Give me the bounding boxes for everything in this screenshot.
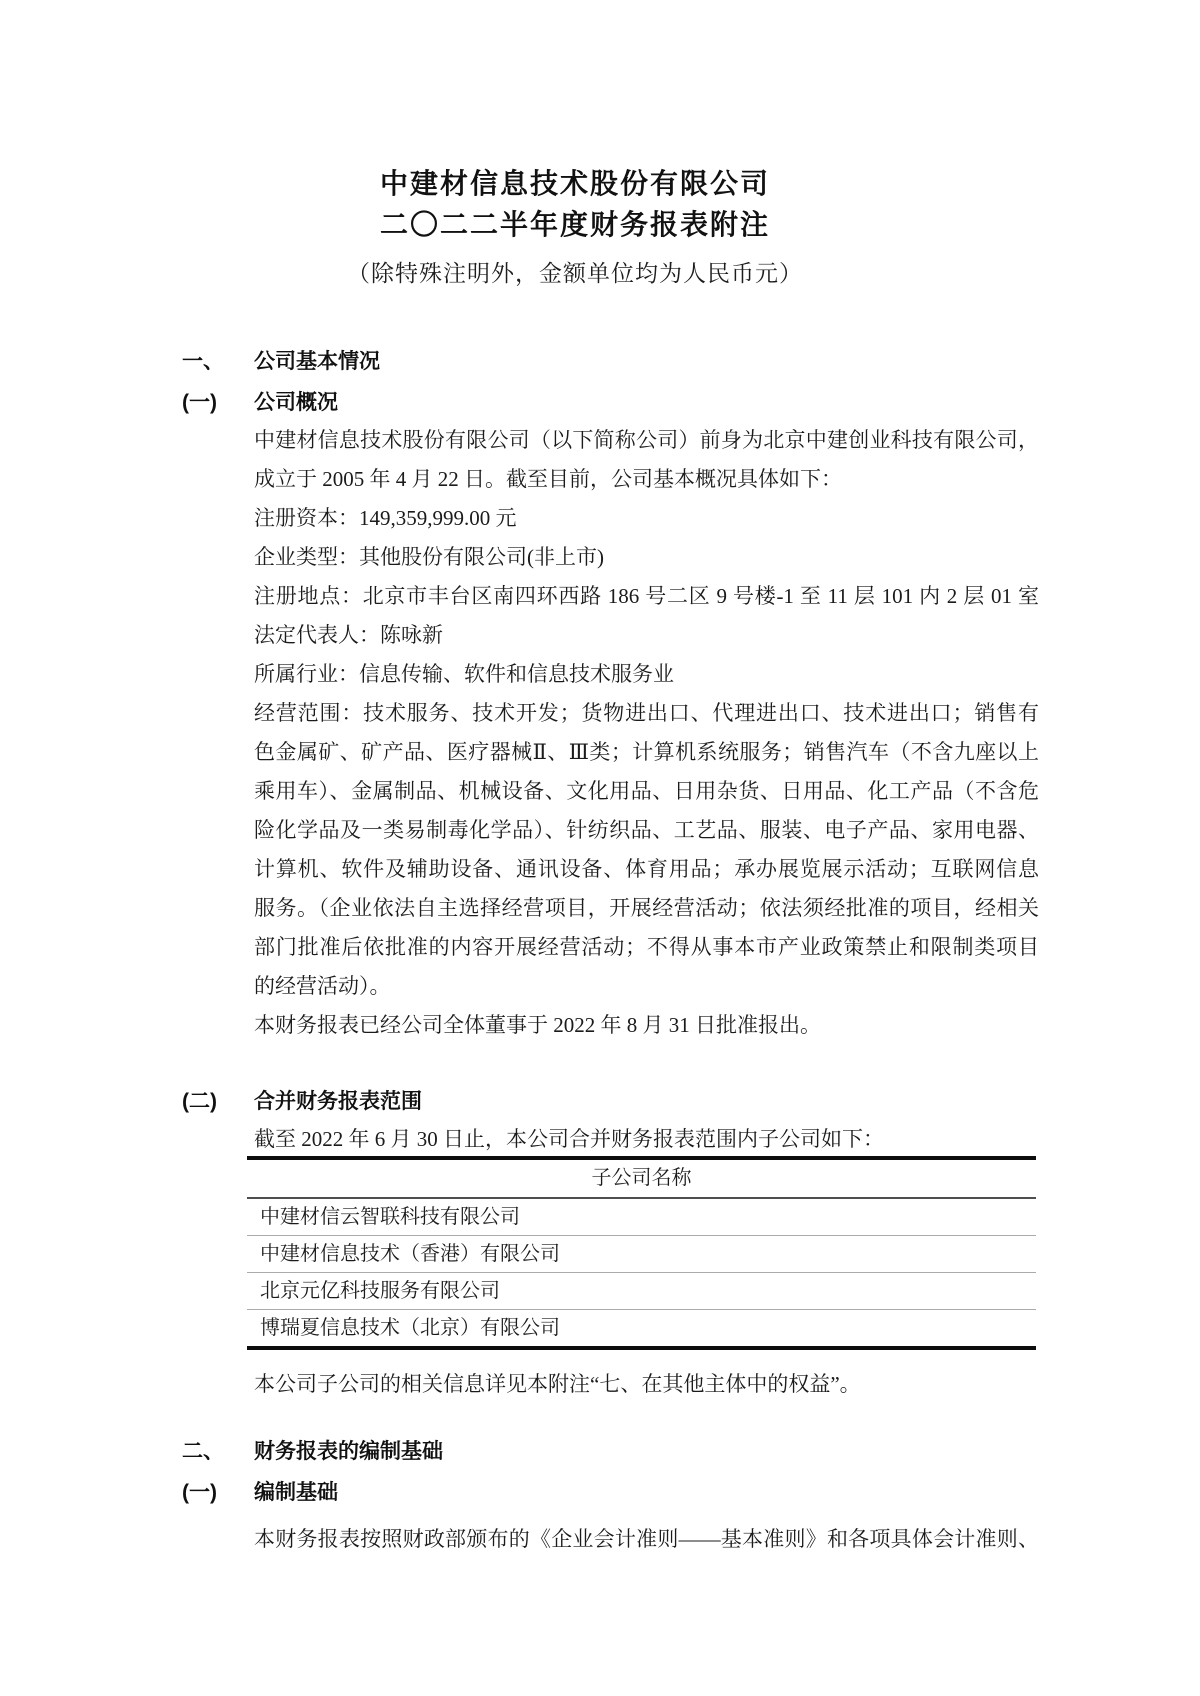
paragraph-line: 险化学品及一类易制毒化学品）、针纺织品、工艺品、服装、电子产品、家用电器、 [254, 818, 1039, 842]
section-1-heading [0, 347, 1200, 377]
paragraph-line-basis: 本财务报表按照财政部颁布的《企业会计准则——基本准则》和各项具体会计准则、 [254, 1527, 1039, 1551]
subsidiaries-note: 本公司子公司的相关信息详见本附注“七、在其他主体中的权益”。 [254, 1372, 861, 1396]
paragraph-line-industry: 所属行业：信息传输、软件和信息技术服务业 [254, 662, 674, 686]
table-row: 中建材信云智联科技有限公司 [247, 1199, 1036, 1236]
paragraph-line-registered-address: 注册地点：北京市丰台区南四环西路 186 号二区 9 号楼-1 至 11 层 101 内 2 层 01 室 [254, 584, 1039, 608]
paragraph-line: 成立于 2005 年 4 月 22 日。截至目前，公司基本概况具体如下： [254, 467, 842, 491]
paragraph-line: 计算机、软件及辅助设备、通讯设备、体育用品；承办展览展示活动；互联网信息 [254, 857, 1039, 881]
paragraph-line: 中建材信息技术股份有限公司（以下简称公司）前身为北京中建创业科技有限公司， [254, 428, 1039, 452]
section-1-number: 一、 [182, 350, 224, 373]
paragraph-line: 乘用车）、金属制品、机械设备、文化用品、日用杂货、日用品、化工产品（不含危 [254, 779, 1039, 803]
section-2-heading [0, 1437, 1200, 1467]
paragraph-line: 服务。（企业依法自主选择经营项目，开展经营活动；依法须经批准的项目，经相关 [254, 896, 1039, 920]
section-2-title: 财务报表的编制基础 [254, 1440, 443, 1463]
table-row: 博瑞夏信息技术（北京）有限公司 [260, 1317, 560, 1339]
document-title-line2: 二〇二二半年度财务报表附注 [379, 209, 770, 240]
company-overview-paragraph [254, 421, 1039, 1045]
preparation-basis-paragraph [254, 1520, 1039, 1559]
paragraph-line: 部门批准后依批准的内容开展经营活动；不得从事本市产业政策禁止和限制类项目 [254, 935, 1039, 959]
subsection-1-2-heading [0, 1087, 1200, 1117]
subsidiaries-table [247, 1156, 1036, 1350]
table-row: 中建材信息技术（香港）有限公司 [247, 1236, 1036, 1273]
paragraph-line-company-type: 企业类型：其他股份有限公司(非上市) [254, 545, 604, 569]
document-title-line1: 中建材信息技术股份有限公司 [379, 168, 770, 199]
subsection-1-1-number: (一) [182, 391, 217, 414]
paragraph-line-business-scope: 经营范围：技术服务、技术开发；货物进出口、代理进出口、技术进出口；销售有 [254, 701, 1039, 725]
paragraph-line-registered-capital: 注册资本：149,359,999.00 元 [254, 506, 517, 530]
paragraph-line-approval-date: 本财务报表已经公司全体董事于 2022 年 8 月 31 日批准报出。 [254, 1013, 821, 1037]
paragraph-line-legal-representative: 法定代表人：陈咏新 [254, 623, 443, 647]
subsection-2-1-heading [0, 1478, 1200, 1508]
subsection-1-2-number: (二) [182, 1090, 217, 1113]
table-header-subsidiary-name: 子公司名称 [247, 1160, 1036, 1199]
section-2-number: 二、 [182, 1440, 224, 1463]
currency-unit-note: （除特殊注明外，金额单位均为人民币元） [347, 261, 803, 286]
paragraph-line: 的经营活动）。 [254, 974, 391, 998]
section-1-title: 公司基本情况 [254, 350, 380, 373]
consolidation-scope-intro: 截至 2022 年 6 月 30 日止，本公司合并财务报表范围内子公司如下： [254, 1127, 884, 1151]
subsection-1-1-heading [0, 388, 1200, 418]
title-block [0, 0, 1175, 290]
subsection-1-1-title: 公司概况 [254, 391, 338, 414]
table-row: 北京元亿科技服务有限公司 [247, 1273, 1036, 1310]
subsection-2-1-number: (一) [182, 1481, 217, 1504]
subsection-2-1-title: 编制基础 [254, 1481, 338, 1504]
subsection-1-2-title: 合并财务报表范围 [254, 1090, 422, 1113]
paragraph-line: 色金属矿、矿产品、医疗器械Ⅱ、Ⅲ类；计算机系统服务；销售汽车（不含九座以上 [254, 740, 1039, 764]
